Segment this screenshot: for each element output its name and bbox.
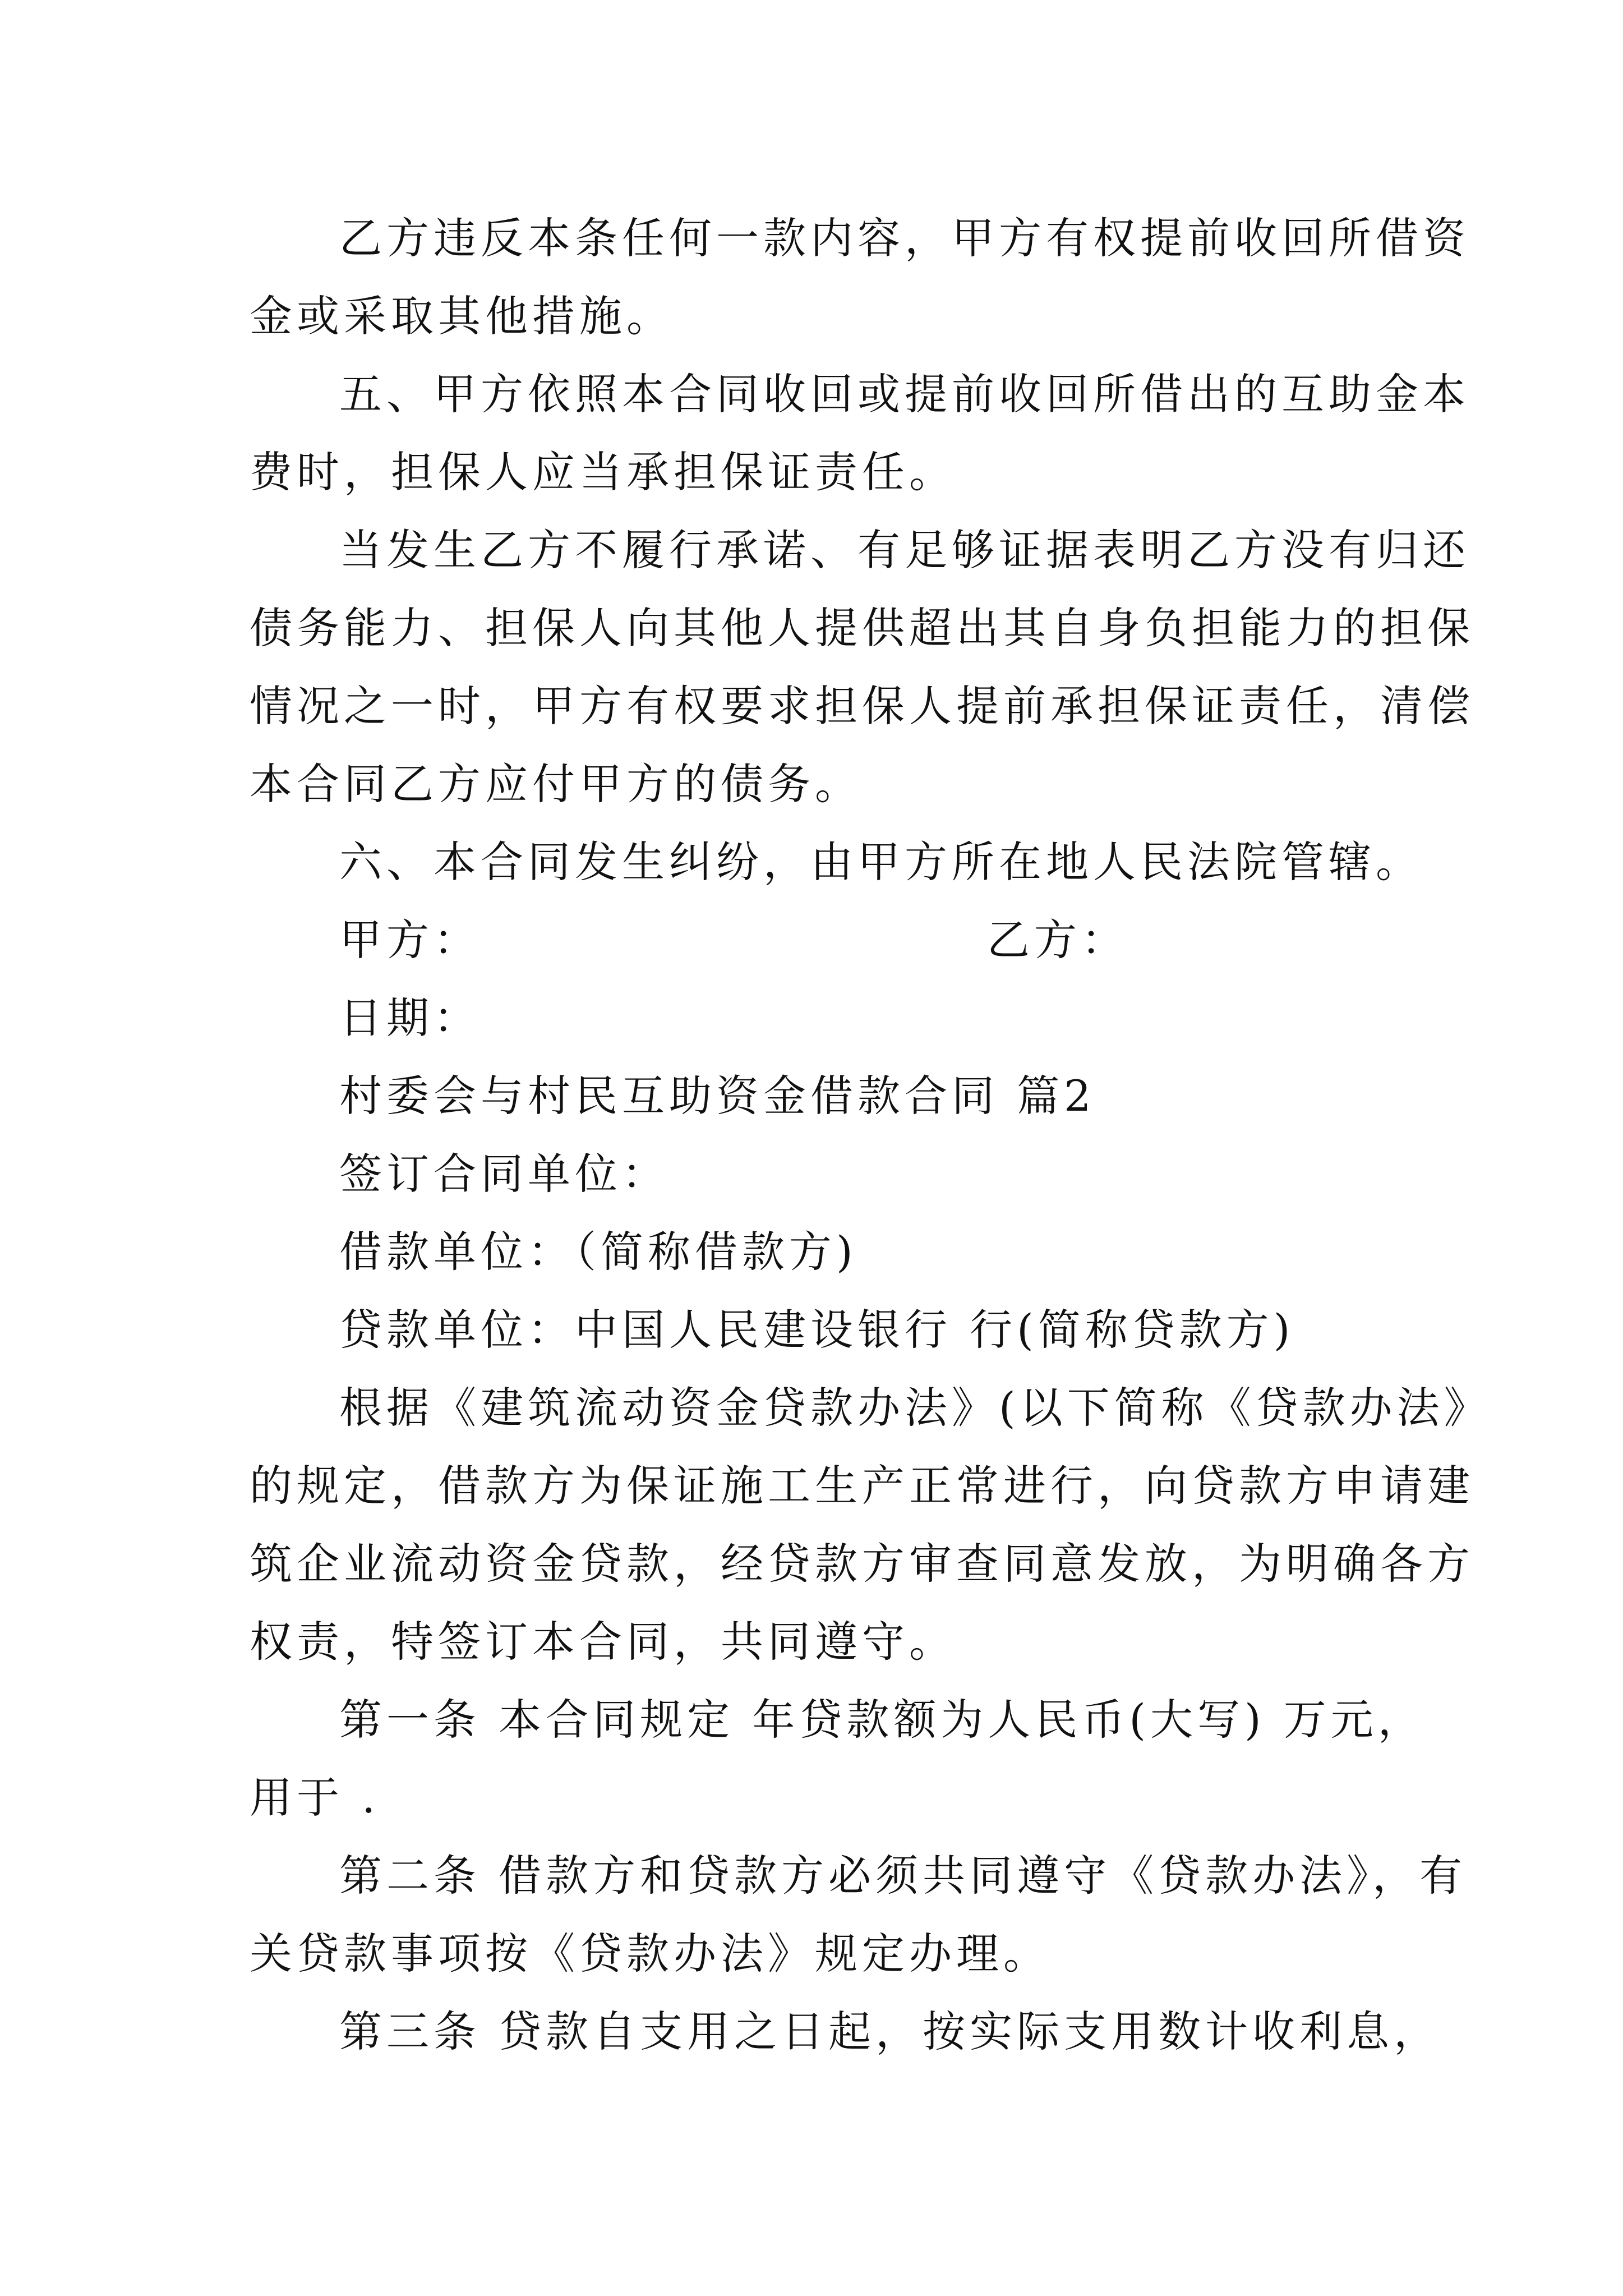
text-line: 六、本合同发生纠纷，由甲方所在地人民法院管辖。: [339, 837, 1423, 887]
text-line: 费时，担保人应当承担保证责任。: [250, 447, 956, 497]
text-line: 金或采取其他措施。: [250, 291, 674, 341]
signature-row: [250, 901, 1388, 979]
text-line: 权责，特签订本合同，共同遵守。: [250, 1617, 956, 1667]
party-b-label: 乙方：: [987, 915, 1128, 965]
paragraph-group-top: [250, 199, 1474, 901]
text-line: 乙方违反本条任何一款内容，甲方有权提前收回所借资: [339, 213, 1470, 263]
text-line: 贷款单位：中国人民建设银行 行(简称贷款方): [339, 1305, 1295, 1355]
text-line: 根据《建筑流动资金贷款办法》(以下简称《贷款办法》: [339, 1383, 1491, 1433]
text-line: 签订合同单位：: [339, 1149, 669, 1199]
text-line: 的规定，借款方为保证施工生产正常进行，向贷款方申请建: [250, 1461, 1474, 1511]
party-a-label: 甲方：: [339, 915, 481, 965]
text-line: 关贷款事项按《贷款办法》规定办理。: [250, 1929, 1050, 1978]
text-line: 当发生乙方不履行承诺、有足够证据表明乙方没有归还: [339, 525, 1470, 575]
text-line: 用于 .: [250, 1773, 380, 1823]
document-body: [250, 199, 1491, 2070]
text-line: 债务能力、担保人向其他人提供超出其自身负担能力的担保: [250, 603, 1474, 653]
text-line: 情况之一时，甲方有权要求担保人提前承担保证责任，清偿: [250, 681, 1474, 731]
text-line: 本合同乙方应付甲方的债务。: [250, 759, 862, 809]
text-line: 第一条 本合同规定 年贷款额为人民币(大写) 万元，: [339, 1695, 1425, 1745]
paragraph-group-bottom: [250, 1057, 1491, 2070]
text-line: 借款单位：（简称借款方): [339, 1227, 857, 1277]
date-label: 日期：: [339, 993, 481, 1043]
text-line: 村委会与村民互助资金借款合同 篇2: [339, 1071, 1096, 1121]
text-line: 第二条 借款方和贷款方必须共同遵守《贷款办法》，有: [339, 1851, 1467, 1901]
text-line: 筑企业流动资金贷款，经贷款方审查同意发放，为明确各方: [250, 1539, 1474, 1589]
text-line: 五、甲方依照本合同收回或提前收回所借出的互助金本: [339, 369, 1470, 419]
text-line: 第三条 贷款自支用之日起，按实际支用数计收利息，: [339, 2007, 1441, 2056]
